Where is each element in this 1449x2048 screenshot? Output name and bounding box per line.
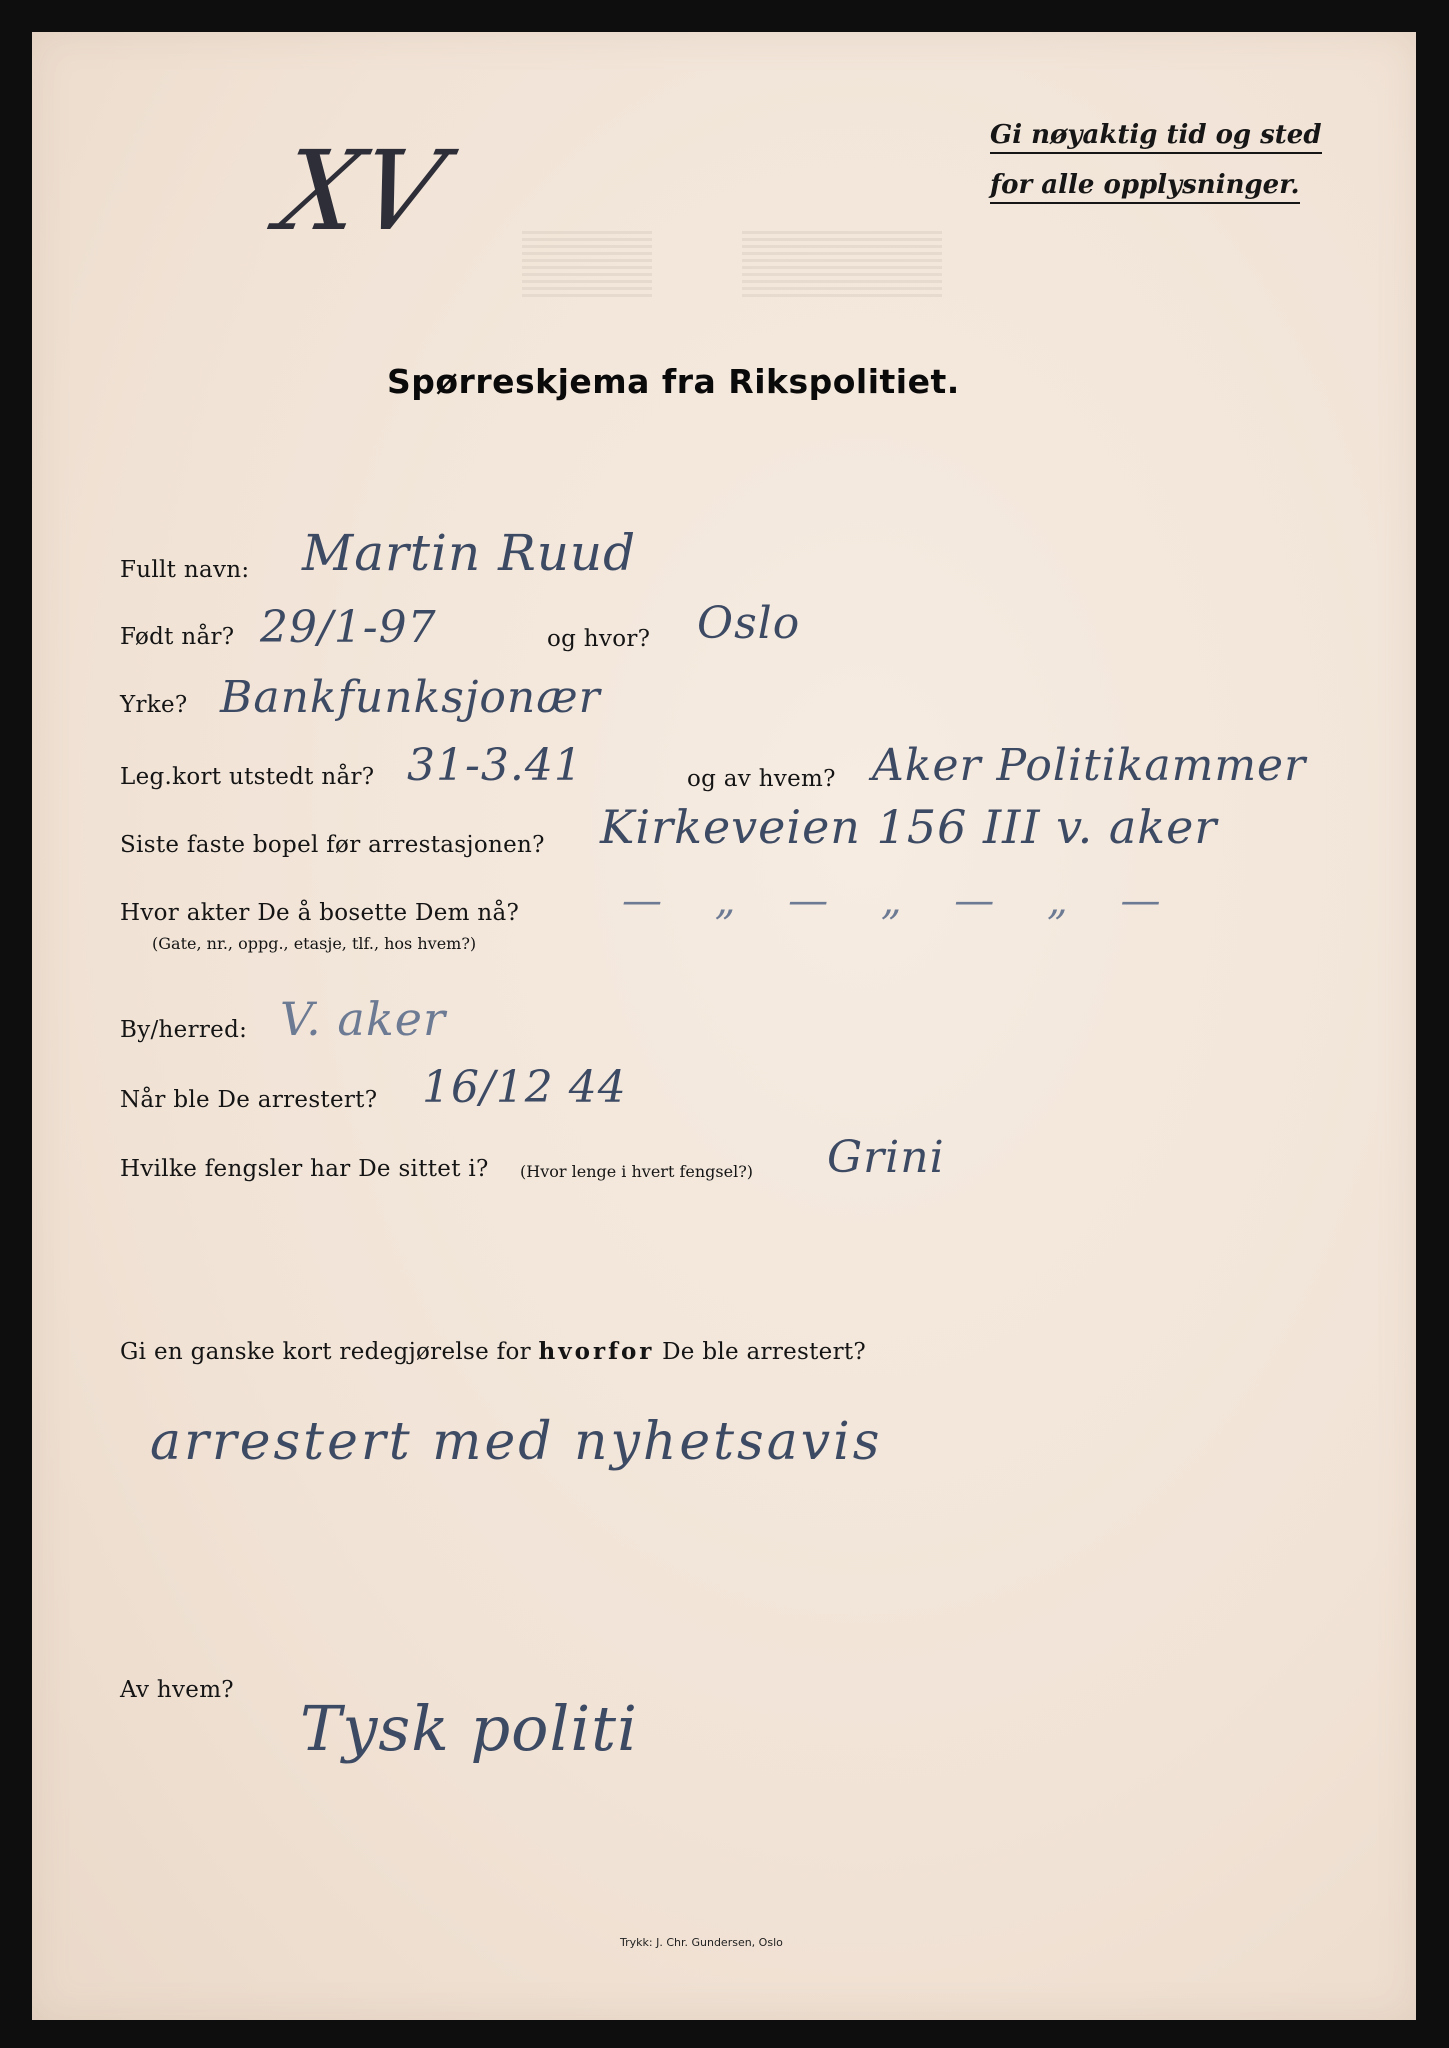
form-title: Spørreskjema fra Rikspolitiet. — [387, 362, 960, 401]
id-issued-by-value: Aker Politikammer — [872, 740, 1307, 791]
printer-imprint: Trykk: J. Chr. Gundersen, Oslo — [620, 1936, 783, 1949]
last-address-value: Kirkeveien 156 III v. aker — [600, 800, 1218, 854]
born-where-label: og hvor? — [547, 626, 651, 652]
reason-label-emphasis: hvorfor — [538, 1338, 655, 1365]
reason-label — [120, 1338, 866, 1365]
born-when-value: 29/1-97 — [260, 602, 437, 653]
header-note-line2: for alle opplysninger. — [990, 170, 1300, 204]
born-when-label: Født når? — [120, 624, 235, 650]
prisons-label: Hvilke fengsler har De sittet i? — [120, 1156, 489, 1182]
occupation-label: Yrke? — [120, 692, 188, 718]
reason-label-suffix: De ble arrestert? — [662, 1339, 867, 1365]
form-sheet — [32, 32, 1416, 2020]
occupation-value: Bankfunksjonær — [220, 672, 601, 723]
born-where-value: Oslo — [697, 598, 801, 649]
full-name-label: Fullt navn: — [120, 557, 250, 583]
header-note-line1: Gi nøyaktig tid og sted — [990, 120, 1322, 154]
bleed-through-mark-left — [522, 227, 652, 297]
by-whom-value: Tysk politi — [300, 1692, 638, 1765]
id-issued-when-label: Leg.kort utstedt når? — [120, 764, 375, 790]
full-name-value: Martin Ruud — [302, 524, 637, 582]
municipality-label: By/herred: — [120, 1017, 248, 1043]
corner-mark: XV — [268, 127, 456, 255]
settle-where-value: — „ — „ — „ — — [622, 878, 1181, 924]
settle-where-sublabel: (Gate, nr., oppg., etasje, tlf., hos hvem?) — [152, 934, 477, 953]
prisons-sublabel: (Hvor lenge i hvert fengsel?) — [520, 1162, 754, 1181]
reason-value: arrestert med nyhetsavis — [150, 1412, 883, 1472]
arrested-when-value: 16/12 44 — [422, 1062, 627, 1113]
arrested-when-label: Når ble De arrestert? — [120, 1087, 378, 1113]
last-address-label: Siste faste bopel før arrestasjonen? — [120, 832, 545, 858]
id-issued-by-label: og av hvem? — [687, 766, 836, 792]
id-issued-when-value: 31-3.41 — [407, 740, 583, 791]
by-whom-label: Av hvem? — [120, 1677, 234, 1703]
prisons-value: Grini — [827, 1132, 945, 1183]
settle-where-label: Hvor akter De å bosette Dem nå? — [120, 900, 520, 926]
municipality-value: V. aker — [280, 992, 446, 1046]
bleed-through-mark-right — [742, 227, 942, 297]
reason-label-prefix: Gi en ganske kort redegjørelse for — [120, 1339, 531, 1365]
